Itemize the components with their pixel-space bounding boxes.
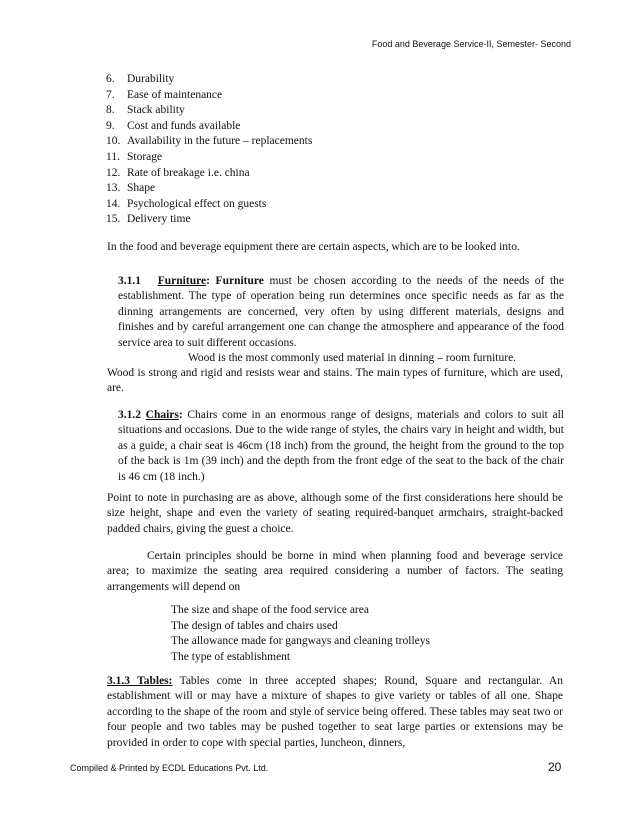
list-item: The allowance made for gangways and cleaning trolleys <box>171 635 430 648</box>
running-header: Food and Beverage Service-II, Semester- Second <box>371 39 571 49</box>
section-tables <box>107 674 563 751</box>
factor-list <box>106 72 312 228</box>
list-item-number: 14. <box>106 197 121 210</box>
wood-paragraph: Wood is strong and rigid and resists wear and stains. The main types of furniture, which are used, are. <box>107 367 563 395</box>
list-item-text: Delivery time <box>127 213 191 226</box>
list-item <box>106 88 312 104</box>
list-item <box>106 72 312 88</box>
chairs-body: Chairs come in an enormous range of designs, materials and colors to suit all situations and occasions. Due to the wide range of styles, the chairs vary in height and width, but as a guide, a chair seat is 46cm (18 inch) from the ground, the height from the ground to the top of the back is 1m (39 inch) and the depth from the front edge of the seat to the back of the chair is 46 cm (18 inch.) <box>118 409 564 483</box>
footer-credit: Compiled & Printed by ECDL Educations Pvt. Ltd. <box>70 763 269 773</box>
wood-line: Wood is the most commonly used material in dinning – room furniture. <box>188 352 517 364</box>
section-chairs: 3.1.2 Chairs: Chairs come in an enormous range of designs, materials and colors to suit all situations and occasions. Due to the wide range of styles, the chairs vary in height and width, but as a guide, a chair seat is 46cm (18 inch) from the ground, the height from the ground to the top of the back is 1m (39 inch) and the depth from the front edge of the seat to the back of the chair is 46 cm (18 inch.) <box>118 409 564 483</box>
principles-paragraph: Certain principles should be borne in mind when planning food and beverage service area; to maximize the seating area required considering a number of factors. The seating arrangements will depend on <box>107 550 563 593</box>
chairs-title: Chairs <box>145 409 179 421</box>
list-item <box>106 103 312 119</box>
list-item-number: 10. <box>106 135 121 148</box>
list-item-text: Durability <box>127 73 175 85</box>
purchasing-paragraph: Point to note in purchasing are as above, although some of the first considerations here should be size height, shape and even the variety of seating required-banquet armchairs, straight-backed padded chairs, giving the guest a choice. <box>107 492 563 535</box>
dependency-list <box>171 603 430 665</box>
furniture-lead: Furniture <box>215 275 264 287</box>
list-item <box>106 197 312 213</box>
list-item-number: 13. <box>106 182 121 195</box>
list-item <box>106 181 312 197</box>
furniture-number: 3.1.1 <box>118 275 141 287</box>
list-item-text: Availability in the future – replacements <box>127 135 313 148</box>
list-item <box>106 212 312 228</box>
list-item-number: 11. <box>106 150 120 163</box>
section-furniture: 3.1.1 Furniture: Furniture must be chosen according to the needs of the needs of the establishment. The type of operation being run determines once specific needs as far as the dinning arrangements are concerned, very often by using different materials, designs and finishes and by careful arrangement one can change the atmosphere and appearance of the food service area to suit different occasions. <box>118 275 565 349</box>
tables-title: 3.1.3 Tables: <box>107 675 173 687</box>
furniture-body: must be chosen according to the needs of the needs of the establishment. The type of operation being run determines once specific needs as far as the dinning arrangements are concerned, very often by using different materials, designs and finishes and by careful arrangement one can change the atmosphere and appearance of the food service area to suit different occasions. <box>118 275 565 349</box>
list-item-number: 6. <box>106 73 115 85</box>
list-item-text: Shape <box>127 182 156 195</box>
list-item: The design of tables and chairs used <box>171 619 338 632</box>
intro-paragraph: In the food and beverage equipment there are certain aspects, which are to be looked into. <box>107 241 520 253</box>
list-item-number: 12. <box>106 166 121 179</box>
list-item-text: Ease of maintenance <box>127 88 223 101</box>
list-item <box>106 119 312 135</box>
list-item-text: Storage <box>127 150 163 163</box>
page-number: 20 <box>548 760 562 774</box>
list-item-number: 8. <box>106 104 115 117</box>
list-item-number: 9. <box>106 119 115 132</box>
list-item-number: 7. <box>106 88 115 101</box>
list-item-text: Psychological effect on guests <box>127 197 267 210</box>
list-item <box>106 166 312 182</box>
list-item <box>106 150 312 166</box>
list-item <box>106 134 312 150</box>
list-item-text: Cost and funds available <box>127 119 241 132</box>
list-item-text: Stack ability <box>127 104 185 117</box>
furniture-title: Furniture <box>157 275 207 287</box>
list-item-text: Rate of breakage i.e. china <box>127 166 250 179</box>
list-item: The type of establishment <box>171 650 291 663</box>
tables-body: Tables come in three accepted shapes; Round, Square and rectangular. An establishment will or may have a mixture of shapes to give variety or tables of all one. Shape according to the shape of the room and style of service being offered. These tables may seat two or four people and two tables may be pushed together to seat large parties or extensions may be provided in order to cope with special parties, luncheon, dinners, <box>107 675 563 749</box>
chairs-number: 3.1.2 <box>118 409 141 421</box>
list-item: The size and shape of the food service area <box>171 604 369 616</box>
list-item-number: 15. <box>106 213 121 226</box>
